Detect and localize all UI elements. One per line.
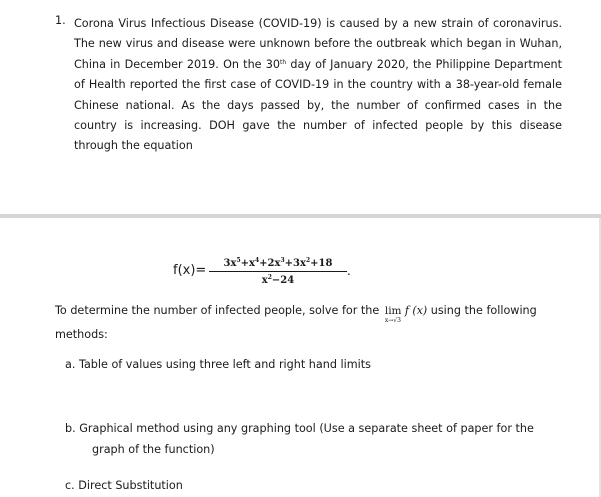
method-c: c. Direct Substitution [65,479,183,492]
denominator-base: x [261,275,268,286]
denominator-exponent: 2 [267,274,272,281]
problem-text-part1: Corona Virus Infectious Disease (COVID-19) is caused by a new strain of coronavirus. The new virus and disease were unknown before the outbreak which began in Wuhan, China in December 2019. On the 30 [74,17,562,71]
exponent-4: 4 [254,257,260,264]
method-a: a. Table of values using three left and right hand limits [65,358,371,371]
method-b-line2: graph of the function) [92,443,215,456]
instruction-after: using the following methods: [55,304,537,341]
limit-function: f (x) [404,304,428,317]
lim-word: lim [384,305,402,317]
problem-number: 1. [55,14,66,27]
exponent-5: 5 [236,257,241,264]
exponent-2: 2 [305,257,311,264]
method-b [65,418,545,460]
page-divider [0,214,601,218]
lim-subscript: x→√3 [384,317,401,324]
term-2x3: +2x [259,258,281,269]
method-b-line1: b. Graphical method using any graphing tool (Use a separate sheet of paper for the [65,422,534,435]
denominator-constant: −24 [271,275,295,286]
problem-statement [74,14,562,157]
term-3x2: +3x [284,258,306,269]
exponent-3: 3 [280,257,285,264]
term-18: +18 [310,258,333,269]
problem-text-part2: day of January 2020, the Philippine Department of Health reported the first case of COVID-19 in the country with a 38-year-old female Chinese national. As the days passed by, the number of confirmed cases in the country is increasing. DOH gave the number of infected people by this disease through the equation [74,57,562,153]
numerator [209,258,347,271]
term-x4: +x [240,258,255,269]
rational-expression [209,258,347,286]
function-label: f(x)= [173,263,207,278]
ordinal-suffix: th [280,58,287,66]
term-3x5: 3x [223,258,237,269]
limit-notation [383,300,405,324]
instruction-text [55,299,545,347]
equation-period: . [347,264,351,278]
instruction-before: To determine the number of infected people, solve for the [55,304,380,317]
denominator [209,272,347,286]
